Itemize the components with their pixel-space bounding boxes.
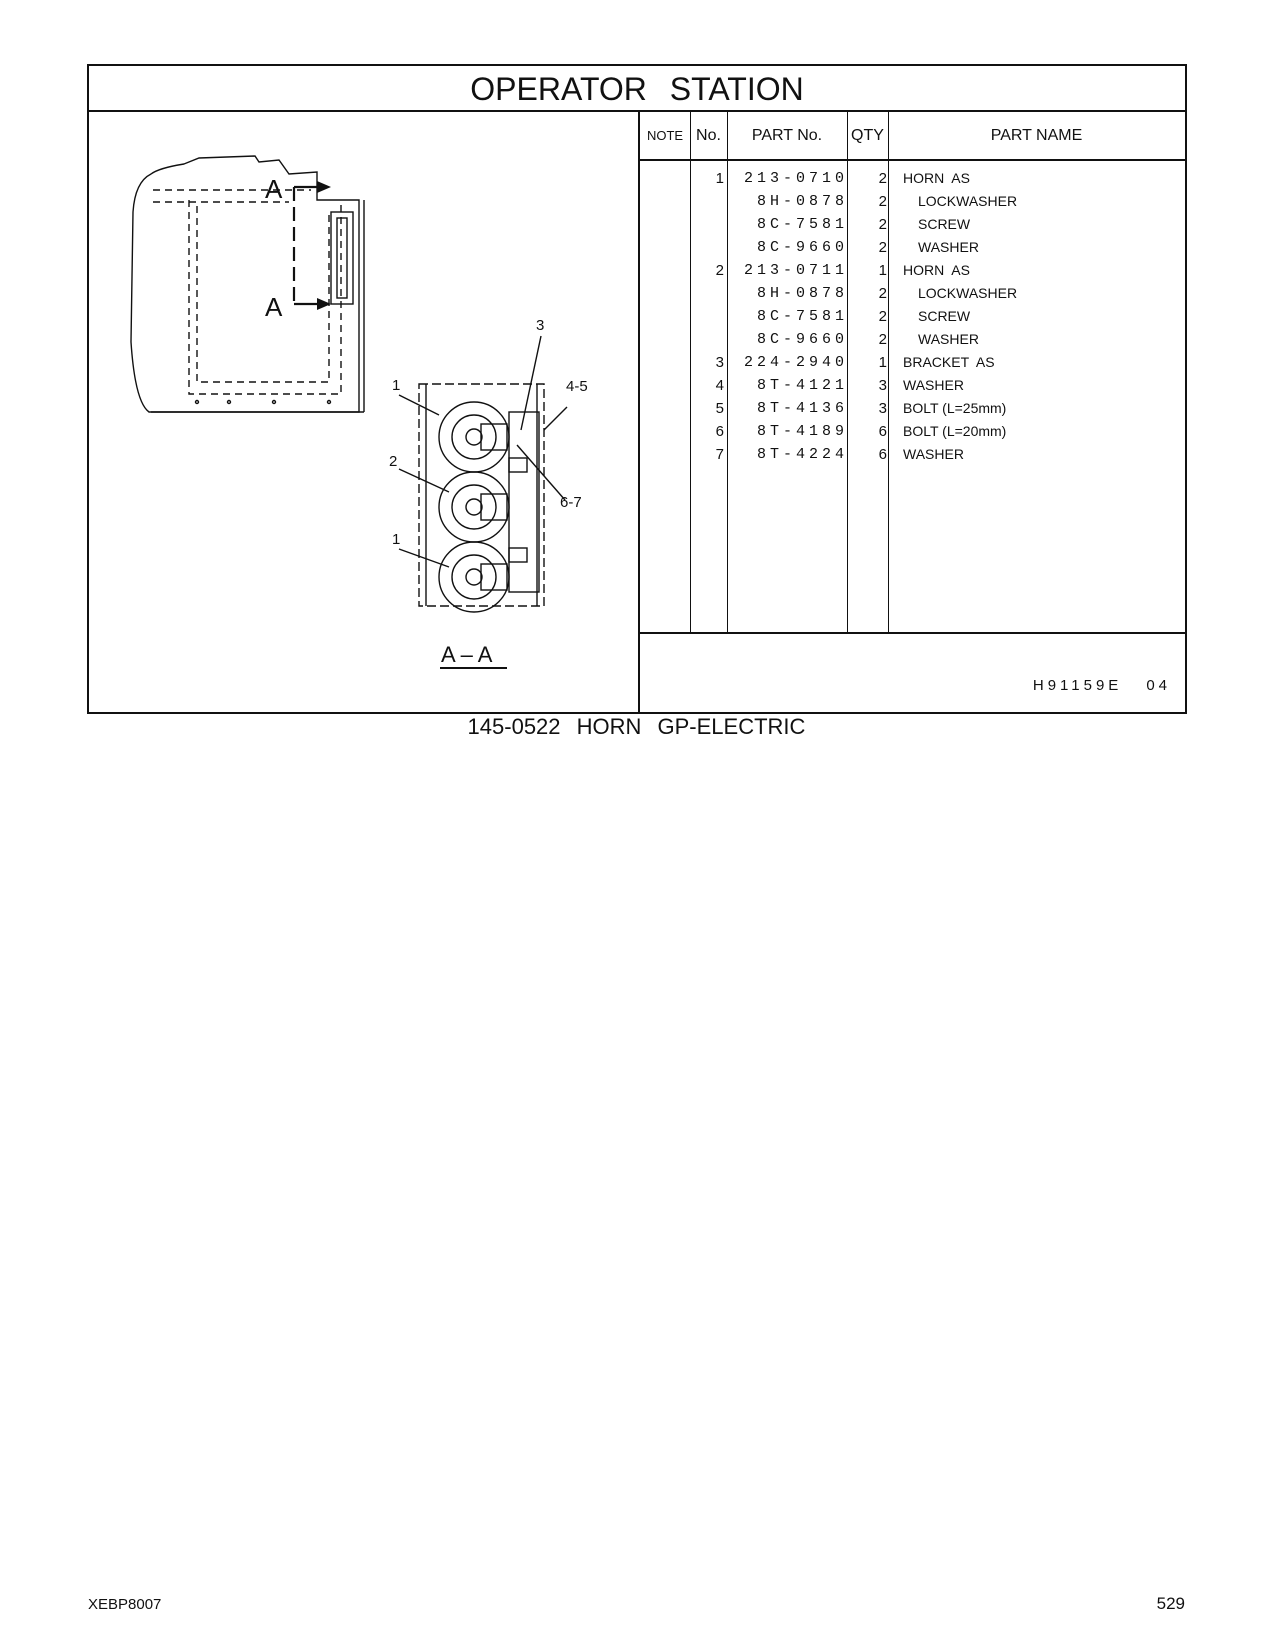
quantity: 2 — [878, 239, 887, 256]
callout-1-bottom: 1 — [392, 531, 401, 548]
part-name: WASHER — [903, 377, 964, 393]
part-name: BOLT (L=20mm) — [903, 423, 1007, 439]
document-id: XEBP8007 — [88, 1596, 162, 1613]
horn-assembly-drawing — [89, 112, 638, 712]
item-number: 6 — [715, 423, 724, 440]
header-divider — [640, 159, 1185, 161]
section-marker-top: A — [265, 174, 283, 204]
part-name: BOLT (L=25mm) — [903, 400, 1007, 416]
part-number: 213-0711 — [743, 262, 848, 279]
part-name: LOCKWASHER — [918, 285, 1018, 301]
callout-4-5: 4-5 — [566, 378, 588, 395]
part-name: SCREW — [918, 216, 971, 232]
table-row — [640, 259, 1185, 282]
quantity: 2 — [878, 308, 887, 325]
callout-6-7: 6-7 — [560, 494, 582, 511]
part-number: 8C-7581 — [756, 216, 848, 233]
col-header-no: No. — [696, 127, 721, 144]
table-row — [640, 420, 1185, 443]
part-name: BRACKET AS — [903, 354, 995, 370]
quantity: 3 — [878, 400, 887, 417]
col-header-note: NOTE — [646, 128, 684, 143]
callout-2: 2 — [389, 453, 398, 470]
part-number: 8T-4189 — [756, 423, 848, 440]
part-number: 8T-4136 — [756, 400, 848, 417]
part-name: WASHER — [918, 239, 979, 255]
table-row — [640, 351, 1185, 374]
table-row — [640, 305, 1185, 328]
page-number: 529 — [1156, 1594, 1185, 1613]
illustration-revision: 04 — [1146, 677, 1171, 694]
footer-divider — [640, 632, 1185, 634]
item-number: 2 — [715, 262, 724, 279]
part-name: SCREW — [918, 308, 971, 324]
part-name: WASHER — [903, 446, 964, 462]
parts-rows — [640, 167, 1185, 466]
part-number: 8T-4224 — [756, 446, 848, 463]
quantity: 2 — [878, 285, 887, 302]
part-number: 8C-9660 — [756, 239, 848, 256]
part-name: HORN AS — [903, 262, 970, 278]
part-number: 224-2940 — [743, 354, 848, 371]
parts-table — [640, 112, 1185, 712]
quantity: 1 — [878, 354, 887, 371]
section-marker-bottom: A — [265, 292, 283, 322]
col-header-part-no: PART No. — [751, 127, 823, 144]
group-caption: 145-0522 HORN GP-ELECTRIC — [467, 714, 806, 739]
parts-illustration — [89, 112, 640, 712]
part-number: 8H-0878 — [756, 193, 848, 210]
item-number: 5 — [715, 400, 724, 417]
table-row — [640, 282, 1185, 305]
quantity: 2 — [878, 216, 887, 233]
col-header-qty: QTY — [851, 127, 884, 144]
table-row — [640, 328, 1185, 351]
illustration-ref-code: H91159E — [1032, 677, 1123, 694]
item-number: 3 — [715, 354, 724, 371]
quantity: 6 — [878, 446, 887, 463]
item-number: 4 — [715, 377, 724, 394]
part-number: 8C-7581 — [756, 308, 848, 325]
quantity: 6 — [878, 423, 887, 440]
table-row — [640, 167, 1185, 190]
col-header-part-name: PART NAME — [990, 127, 1083, 144]
parts-page-frame — [87, 64, 1187, 714]
part-number: 8T-4121 — [756, 377, 848, 394]
quantity: 3 — [878, 377, 887, 394]
item-number: 7 — [715, 446, 724, 463]
part-name: LOCKWASHER — [918, 193, 1018, 209]
table-row — [640, 236, 1185, 259]
part-name: HORN AS — [903, 170, 970, 186]
quantity: 1 — [878, 262, 887, 279]
table-row — [640, 374, 1185, 397]
callout-1-top: 1 — [392, 377, 401, 394]
part-number: 8H-0878 — [756, 285, 848, 302]
part-number: 8C-9660 — [756, 331, 848, 348]
illustration-reference — [1033, 677, 1171, 694]
table-row — [640, 213, 1185, 236]
callout-3: 3 — [536, 317, 545, 334]
table-row — [640, 397, 1185, 420]
part-name: WASHER — [918, 331, 979, 347]
table-row — [640, 443, 1185, 466]
quantity: 2 — [878, 170, 887, 187]
part-number: 213-0710 — [743, 170, 848, 187]
section-view-label: A – A — [441, 642, 493, 667]
table-row — [640, 190, 1185, 213]
item-number: 1 — [715, 170, 724, 187]
quantity: 2 — [878, 193, 887, 210]
quantity: 2 — [878, 331, 887, 348]
section-title: OPERATOR STATION — [89, 66, 1185, 112]
